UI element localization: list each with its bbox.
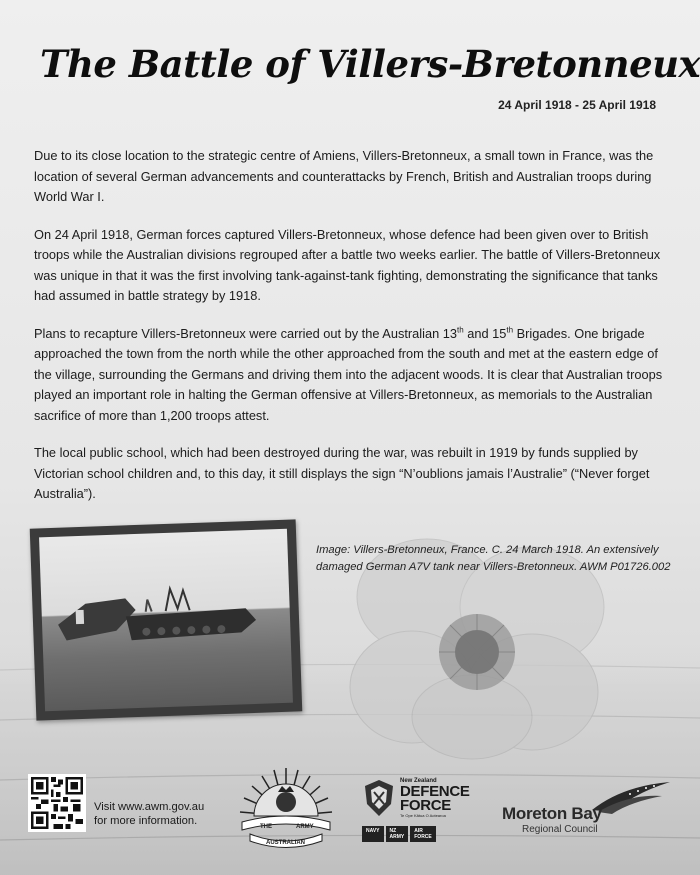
paragraph-4: The local public school, which had been destroyed during the war, was rebuilt in 1919 by funds supplied by Victorian school children and, to this day, it still displays the sign “N’oublions jamais l’Australie” (“Never forget Australia”). [34, 445, 650, 501]
nzdf-services-bar [362, 826, 436, 842]
nzdf-line1: DEFENCE [400, 783, 470, 800]
paragraph-1: Due to its close location to the strategic centre of Amiens, Villers-Bretonneux, a small town in France, was the location of several German advancements and counterattacks by French, British and Australian troops during World War I. [34, 148, 654, 204]
paragraph-2: On 24 April 1918, German forces captured Villers-Bretonneux, whose defence had been given over to British troops while the Australian divisions regrouped after a battle two weeks earlier. The battle of Villers-Bretonneux was unique in that it was the first involving tank-against-tank fighting, demonstrating the significance that tanks had assumed in battle strategy by 1918. [34, 226, 661, 303]
nzdf-maori: Te Ope Kātua O Aotearoa [400, 813, 446, 818]
moreton-bay-sub: Regional Council [522, 824, 598, 835]
photo-caption: Image: Villers-Bretonneux, France. C. 24 March 1918. An extensively damaged German A7V tank near Villers-Bretonneux. AWM P01726.002 [316, 544, 671, 573]
paragraph-3 [34, 324, 670, 427]
visit-info: for more information. [94, 815, 198, 827]
nzdf-crest-icon [362, 778, 396, 818]
paragraph-3-part-a: Plans to recapture Villers-Bretonneux were carried out by the Australian 13 [34, 325, 458, 341]
photo-frame [30, 519, 303, 720]
paragraph-3-part-c: Brigades. One brigade approached the town from the north while the other approached from the south and met at the eastern edge of the village, surrounding the Germans and driving them into the adjacent woods. It is clear that Australian troops played an important role in halting the German offensive at Villers-Bretonneux, as memorials to the Australian sacrifice of more than 1,200 troops attest. [34, 325, 663, 423]
army-text-right: ARMY [296, 824, 314, 830]
page-title: The Battle of Villers-Bretonneux [40, 42, 700, 86]
nzdf-army: NZ ARMY [386, 826, 409, 842]
ordinal-suffix: th [506, 325, 514, 335]
army-text-bottom: AUSTRALIAN [266, 840, 305, 846]
nzdf-line2: FORCE [400, 797, 452, 814]
visit-url[interactable]: Visit www.awm.gov.au [94, 801, 205, 813]
tank-icon [55, 577, 288, 665]
ordinal-suffix: th [457, 325, 464, 335]
nzdf-country: New Zealand [400, 778, 437, 784]
nzdf-logo [362, 778, 470, 840]
paragraph-3-part-b: and 15 [463, 325, 507, 341]
nzdf-navy: NAVY [362, 826, 384, 842]
nzdf-airforce: AIR FORCE [410, 826, 436, 842]
tank-photo [39, 529, 293, 712]
visit-text [94, 800, 204, 828]
moreton-bay-name: Moreton Bay [502, 804, 602, 823]
battle-dates: 24 April 1918 - 25 April 1918 [498, 98, 656, 112]
footer [0, 760, 700, 860]
army-rising-sun-icon [236, 764, 336, 850]
army-text-left: THE [260, 824, 272, 830]
body-text [34, 146, 670, 522]
qr-code-icon[interactable] [28, 774, 86, 832]
